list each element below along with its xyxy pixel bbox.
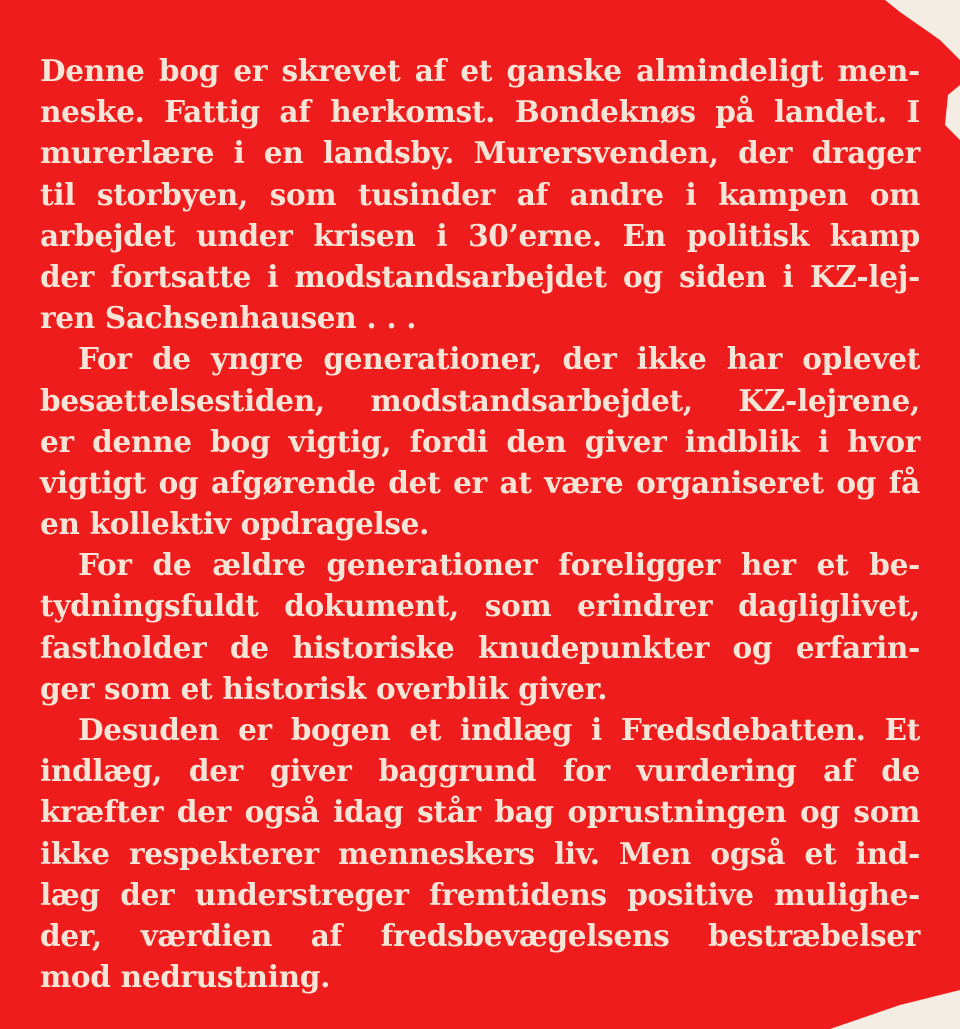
text-line: Desuden er bogen et indlæg i Fredsdebatten. Et bbox=[78, 712, 920, 747]
text-line: kræfter der også idag står bag oprustningen og som bbox=[40, 794, 920, 830]
text-line: tydningsfuldt dokument, som erindrer dagliglivet, bbox=[40, 588, 920, 624]
text-line: besættelsestiden, modstandsarbejdet, KZ-lejrene, bbox=[40, 382, 920, 418]
paragraph bbox=[40, 50, 920, 338]
text-line: der fortsatte i modstandsarbejdet og siden i KZ-lej- bbox=[40, 258, 920, 294]
text-line: fastholder de historiske knudepunkter og erfarin- bbox=[40, 629, 920, 665]
text-line: ikke respekterer menneskers liv. Men også et ind- bbox=[40, 835, 920, 871]
text-line: For de ældre generationer foreligger her et be- bbox=[78, 547, 920, 583]
text-line: arbejdet under krisen i 30’erne. En politisk kamp bbox=[40, 217, 920, 253]
text-line: vigtigt og afgørende det er at være organiseret og få bbox=[40, 464, 920, 500]
paragraph bbox=[40, 544, 920, 709]
text-line: er denne bog vigtig, fordi den giver indblik i hvor bbox=[40, 423, 920, 459]
text-line: til storbyen, som tusinder af andre i kampen om bbox=[40, 176, 920, 212]
back-cover-text bbox=[40, 50, 920, 997]
paragraph bbox=[40, 709, 920, 997]
text-line: murerlære i en landsby. Murersvenden, der drager bbox=[40, 135, 920, 171]
text-line: der, værdien af fredsbevægelsens bestræbelser bbox=[40, 917, 920, 953]
text-line: ren Sachsenhausen . . . bbox=[40, 300, 417, 336]
text-line: ger som et historisk overblik giver. bbox=[40, 670, 608, 706]
text-line: indlæg, der giver baggrund for vurdering af de bbox=[40, 753, 920, 789]
paragraph bbox=[40, 338, 920, 544]
text-line: en kollektiv opdragelse. bbox=[40, 506, 430, 542]
text-line: neske. Fattig af herkomst. Bondeknøs på landet. I bbox=[40, 94, 920, 130]
text-line: Denne bog er skrevet af et ganske almindeligt men- bbox=[40, 53, 920, 88]
text-line: For de yngre generationer, der ikke har oplevet bbox=[78, 341, 920, 377]
text-line: mod nedrustning. bbox=[40, 959, 331, 995]
text-line: læg der understreger fremtidens positive mulighe- bbox=[40, 876, 920, 912]
